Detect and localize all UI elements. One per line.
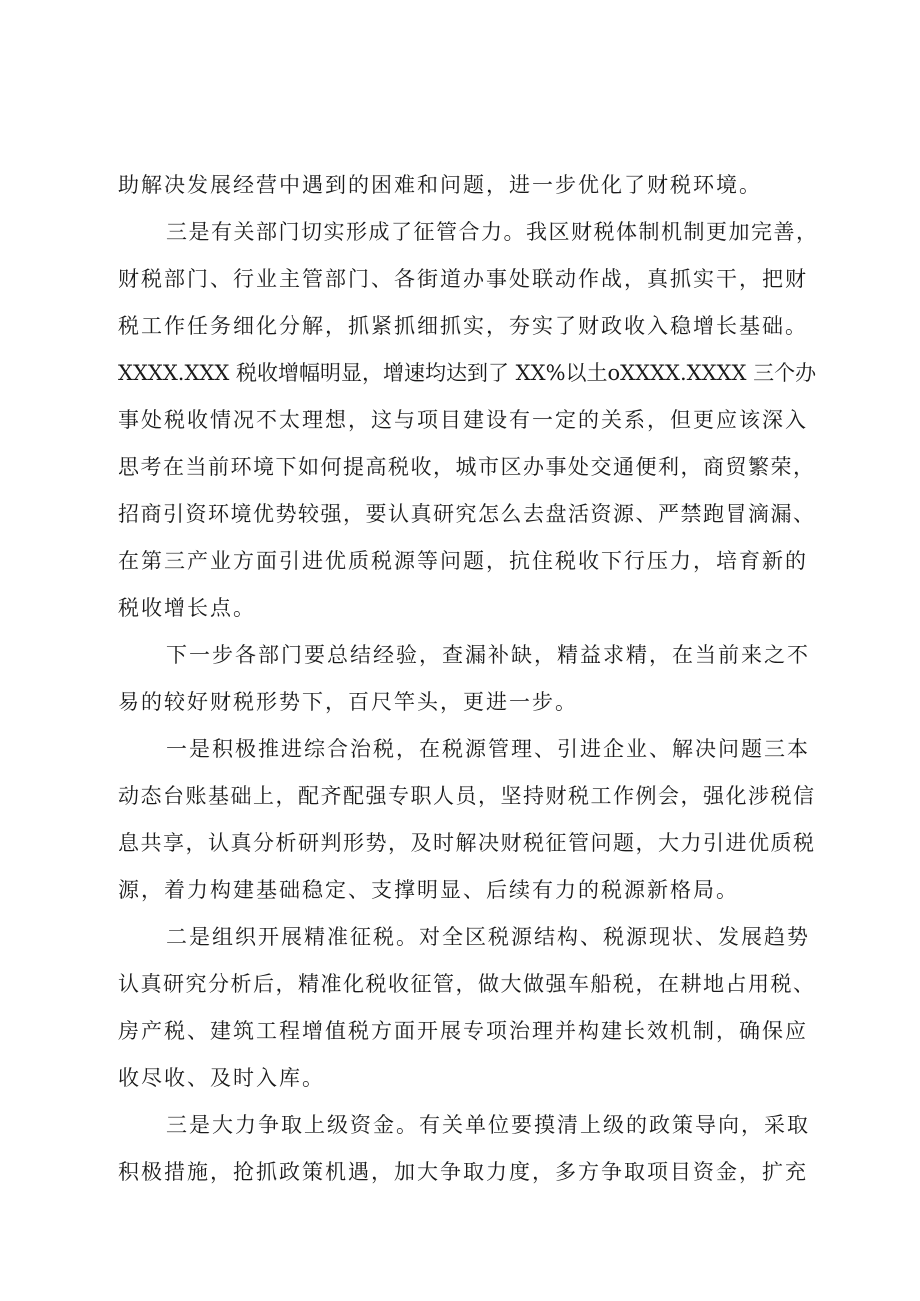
text-line: 收尽收、及时入库。 — [118, 1066, 325, 1090]
text-line: 在第三产业方面引进优质税源等问题，抗住税收下行压力，培育新的 — [118, 549, 808, 573]
text-line: 税收增长点。 — [118, 596, 256, 620]
text-line: 助解决发展经营中遇到的困难和问题，进一步优化了财税环境。 — [118, 173, 762, 197]
text-line: 积极措施，抢抓政策机遇，加大争取力度，多方争取项目资金，扩充 — [118, 1160, 808, 1184]
document-body — [118, 162, 824, 1196]
text-line: 易的较好财税形势下，百尺竿头，更进一步。 — [118, 690, 578, 714]
text-line: 动态台账基础上，配齐配强专职人员，坚持财税工作例会，强化涉税信 — [118, 784, 816, 808]
paragraph-first-line: 下一步各部门要总结经验，查漏补缺，精益求精，在当前来之不 — [166, 643, 810, 667]
text-line: 招商引资环境优势较强，要认真研究怎么去盘活资源、严禁跑冒滴漏、 — [118, 502, 816, 526]
text-line: 思考在当前环境下如何提高税收，城市区办事处交通便利，商贸繁荣， — [118, 455, 816, 479]
paragraph-first-line: 一是积极推进综合治税，在税源管理、引进企业、解决问题三本 — [166, 737, 810, 761]
text-line: 事处税收情况不太理想，这与项目建设有一定的关系，但更应该深入 — [118, 408, 808, 432]
text-line: 税工作任务细化分解，抓紧抓细抓实，夯实了财政收入稳增长基础。 — [118, 314, 808, 338]
paragraph-first-line: 三是大力争取上级资金。有关单位要摸清上级的政策导向，采取 — [166, 1113, 810, 1137]
text-line: 房产税、建筑工程增值税方面开展专项治理并构建长效机制，确保应 — [118, 1019, 808, 1043]
text-line: 认真研究分析后，精准化税收征管，做大做强车船税，在耕地占用税、 — [118, 972, 816, 996]
paragraph-first-line: 三是有关部门切实形成了征管合力。我区财税体制机制更加完善， — [166, 220, 819, 244]
text-line: 源，着力构建基础稳定、支撑明显、后续有力的税源新格局。 — [118, 878, 739, 902]
paragraph-first-line: 二是组织开展精准征税。对全区税源结构、税源现状、发展趋势 — [166, 925, 810, 949]
text-line: 财税部门、行业主管部门、各街道办事处联动作战，真抓实干，把财 — [118, 267, 808, 291]
text-line: XXXX.XXX 税收增幅明显，增速均达到了 XX%以土oXXXX.XXXX 三个办 — [118, 361, 817, 385]
text-line: 息共享，认真分析研判形势，及时解决财税征管问题，大力引进优质税 — [118, 831, 816, 855]
